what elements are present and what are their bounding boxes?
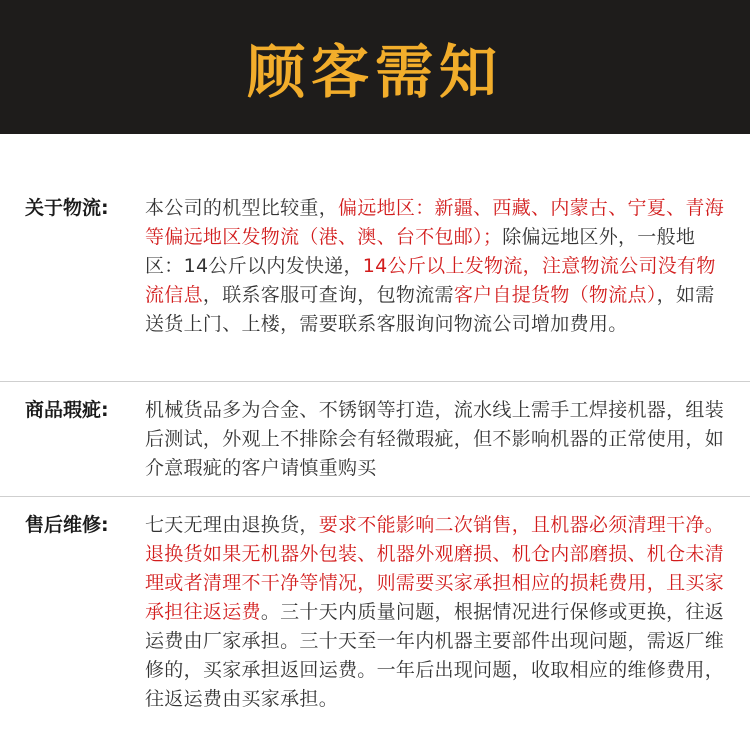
section-body <box>145 194 730 339</box>
body-text: 本公司的机型比较重， <box>145 197 339 219</box>
section-logistics <box>0 194 750 339</box>
section-label: 售后维修: <box>25 514 109 536</box>
body-text: ，如需送货上门、上楼，需要联系客服询问物流公司增加费用。 <box>145 284 715 335</box>
section-defects <box>0 396 750 483</box>
body-text: 七天无理由退换货， <box>145 514 319 536</box>
body-text-highlight: 偏远地区：新疆、西藏、内蒙古、宁夏、青海等偏远地区发物流（港、澳、台不包邮）； <box>145 197 725 248</box>
body-text-highlight: 14公斤以上发物流，注意物流公司没有物流信息 <box>145 255 716 306</box>
header-banner <box>0 0 750 134</box>
body-text: ，联系客服可查询，包物流需 <box>202 284 454 306</box>
section-body <box>145 396 730 483</box>
body-text-highlight: 客户自提货物（物流点） <box>453 284 657 306</box>
divider <box>0 381 750 382</box>
page-title: 顾客需知 <box>246 38 503 106</box>
body-text-highlight: 要求不能影响二次销售，且机器必须清理干净。退换货如果无机器外包装、机器外观磨损、机仓内部磨损、机仓未清理或者清理不干净等情况，则需要买家承担相应的损耗费用，且买家承担往返运费 <box>145 514 725 623</box>
section-after-sales <box>0 511 750 714</box>
body-text: 机械货品多为合金、不锈钢等打造，流水线上需手工焊接机器，组装后测试，外观上不排除会有轻微瑕疵，但不影响机器的正常使用，如介意瑕疵的客户请慎重购买 <box>145 399 725 479</box>
divider <box>0 496 750 497</box>
section-label: 商品瑕疵: <box>25 399 109 421</box>
section-label: 关于物流: <box>25 197 109 219</box>
body-text: 除偏远地区外，一般地区：14公斤以内发快递， <box>145 226 696 277</box>
body-text: 。三十天内质量问题，根据情况进行保修或更换，往返运费由厂家承担。三十天至一年内机器主要部件出现问题，需返厂维修的，买家承担返回运费。一年后出现问题，收取相应的维修费用，往返运费由买家承担。 <box>145 601 725 710</box>
section-body <box>145 511 730 714</box>
